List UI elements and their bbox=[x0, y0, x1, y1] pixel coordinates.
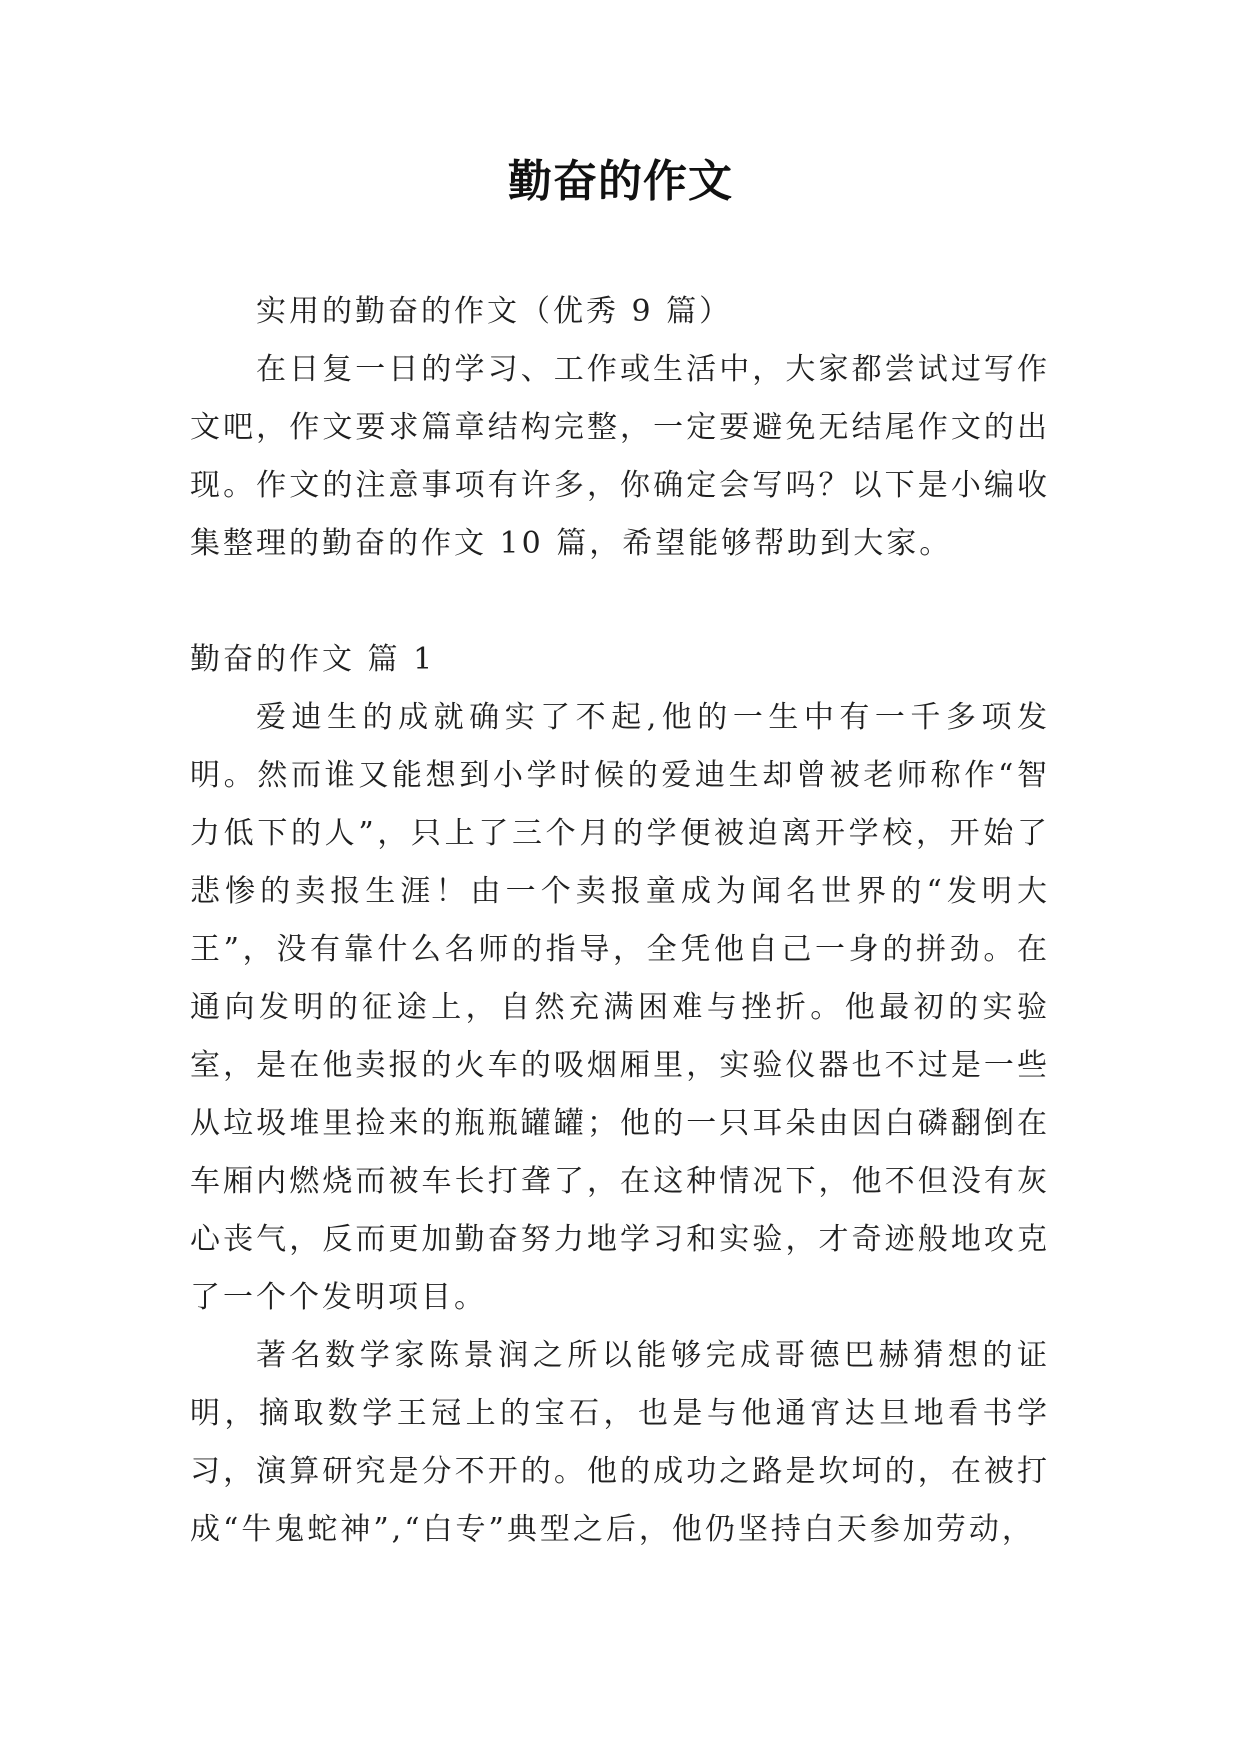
document-title: 勤奋的作文 bbox=[508, 156, 733, 207]
body-paragraph: 爱迪生的成就确实了不起,他的一生中有一千多项发明。然而谁又能想到小学时候的爱迪生却曾被老师称作“智力低下的人”，只上了三个月的学便被迫离开学校，开始了悲惨的卖报生涯！由一个卖报童成为闻名世界的“发明大王”，没有靠什么名师的指导，全凭他自己一身的拼劲。在通向发明的征途上，自然充满困难与挫折。他最初的实验室，是在他卖报的火车的吸烟厢里，实验仪器也不过是一些从垃圾堆里捡来的瓶瓶罐罐；他的一只耳朵由因白磷翻倒在车厢内燃烧而被车长打聋了，在这种情况下，他不但没有灰心丧气，反而更加勤奋努力地学习和实验，才奇迹般地攻克了一个个发明项目。 bbox=[190, 700, 1050, 1315]
intro-paragraph: 在日复一日的学习、工作或生活中，大家都尝试过写作文吧，作文要求篇章结构完整，一定要避免无结尾作文的出现。作文的注意事项有许多，你确定会写吗？以下是小编收集整理的勤奋的作文 10 篇，希望能够帮助到大家。 bbox=[190, 352, 1050, 561]
section-spacer bbox=[190, 573, 1050, 631]
body-paragraph: 著名数学家陈景润之所以能够完成哥德巴赫猜想的证明，摘取数学王冠上的宝石，也是与他通宵达旦地看书学习，演算研究是分不开的。他的成功之路是坎坷的，在被打成“牛鬼蛇神”,“白专”典型之后，他仍坚持白天参加劳动， bbox=[190, 1338, 1050, 1547]
document-body bbox=[190, 283, 1050, 1559]
section-heading: 勤奋的作文 篇 1 bbox=[190, 642, 436, 677]
document-subtitle: 实用的勤奋的作文（优秀 9 篇） bbox=[256, 294, 733, 329]
